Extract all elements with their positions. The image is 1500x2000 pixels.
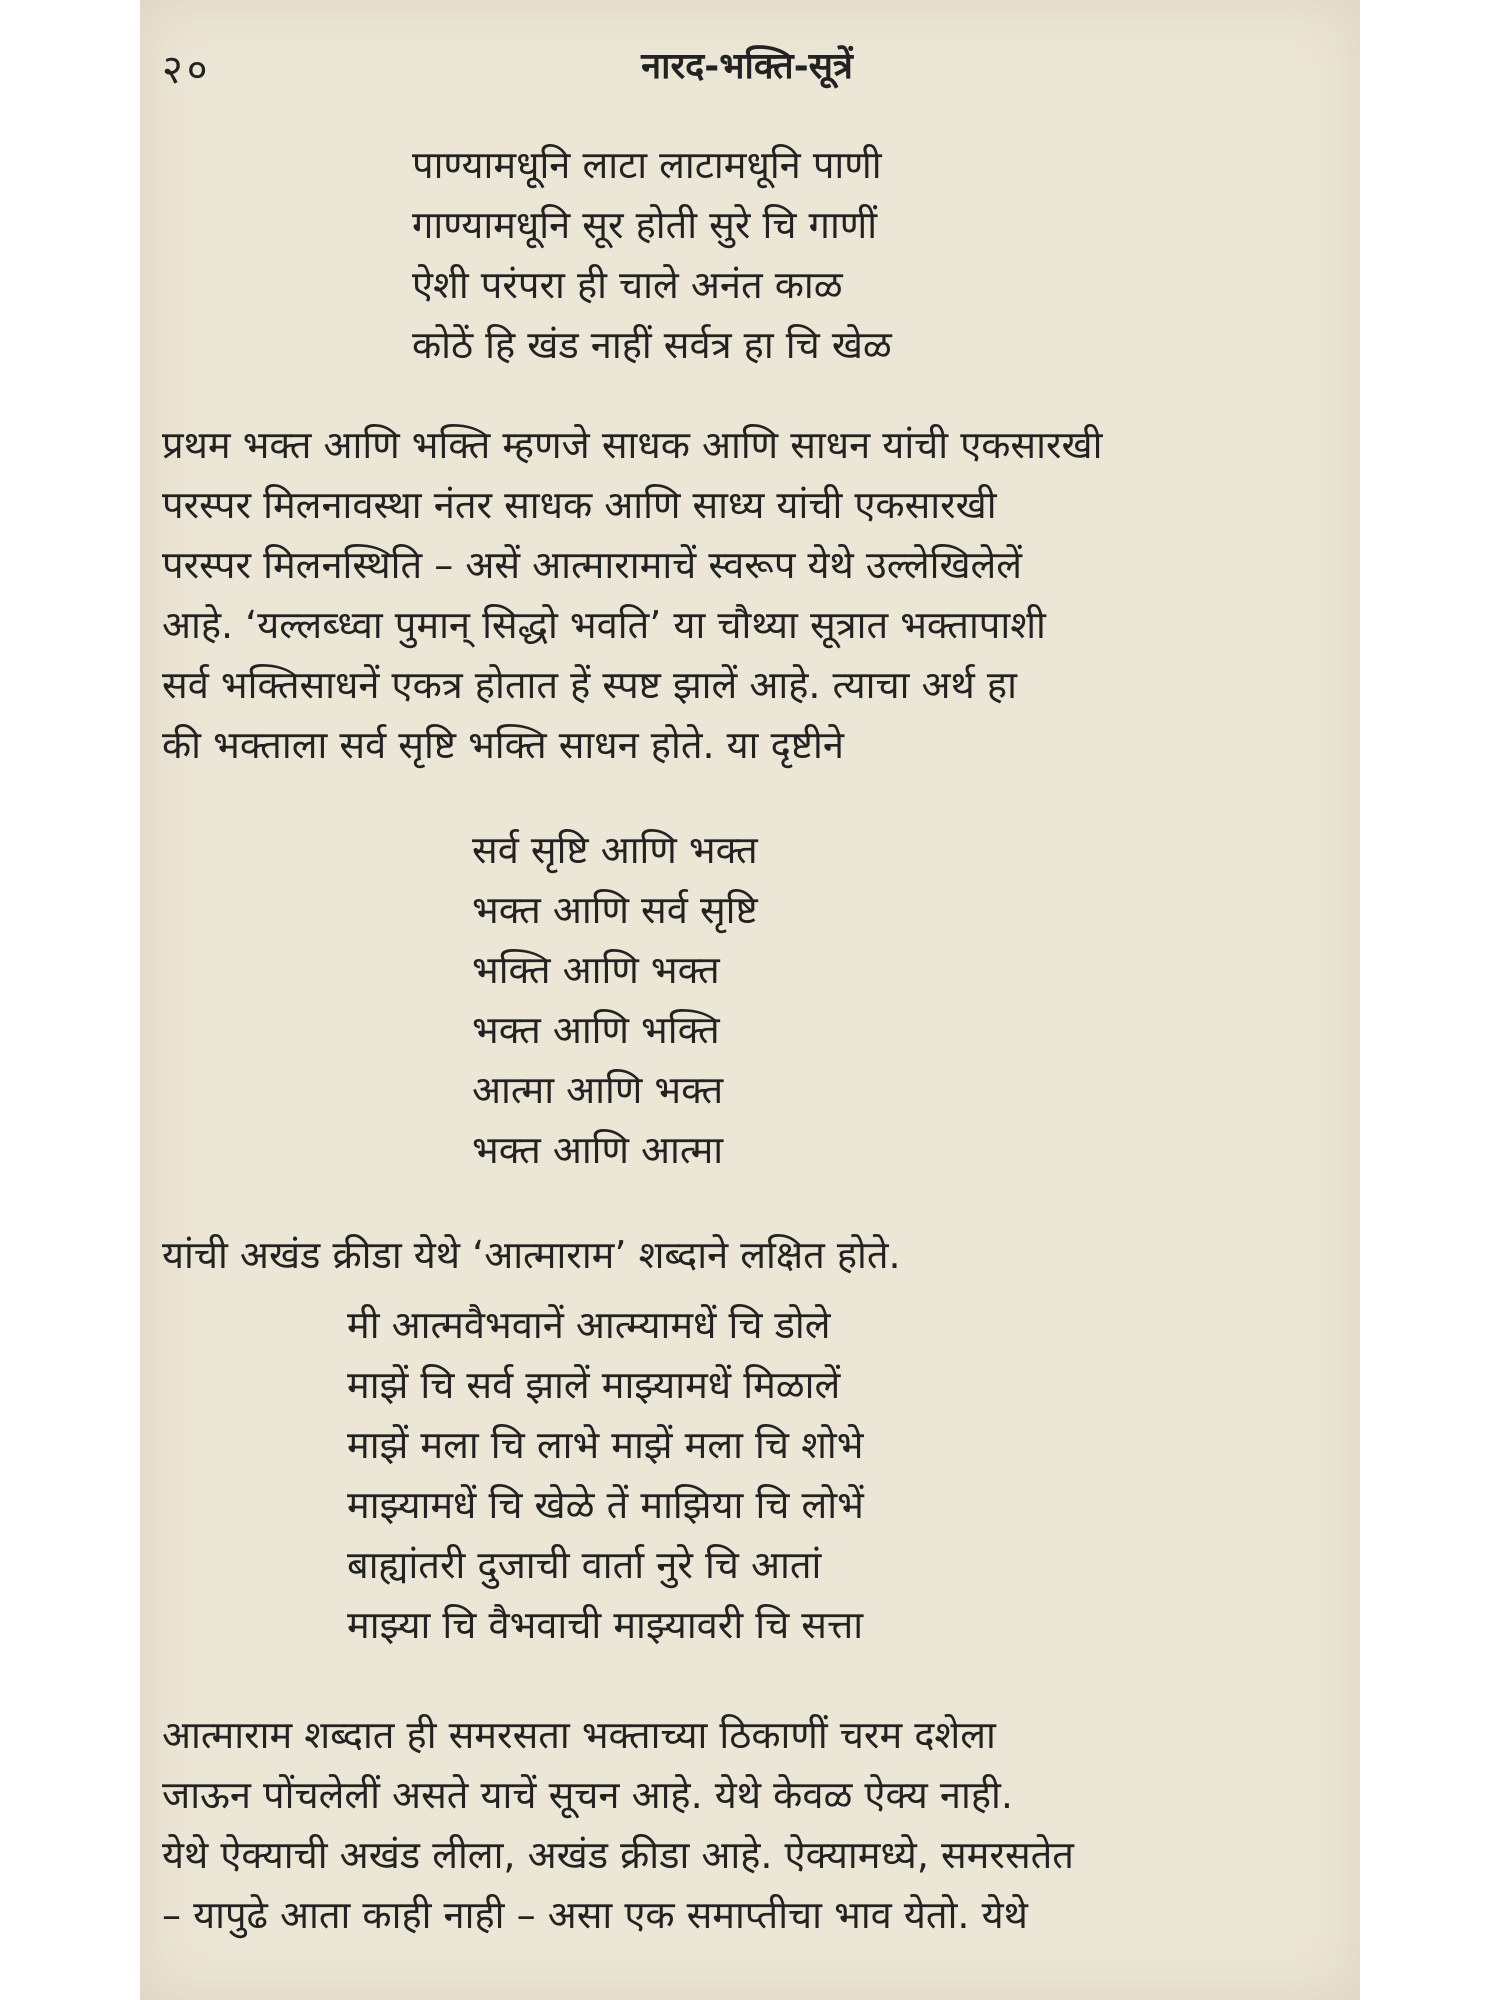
verse-line: माझें चि सर्व झालें माझ्यामधें मिळालें	[347, 1363, 841, 1407]
paragraph-line: परस्पर मिलनावस्था नंतर साधक आणि साध्य यांची एकसारखी	[162, 483, 997, 527]
verse-line: माझ्यामधें चि खेळे तें माझिया चि लोभें	[347, 1483, 864, 1527]
paragraph-line: प्रथम भक्त आणि भक्ति म्हणजे साधक आणि साधन यांची एकसारखी	[162, 423, 1103, 467]
verse-line: बाह्यांतरी दुजाची वार्ता नुरे चि आतां	[347, 1543, 822, 1587]
paragraph-line: येथे ऐक्याची अखंड लीला, अखंड क्रीडा आहे. ऐक्यामध्ये, समरसतेत	[162, 1833, 1074, 1877]
list-item: सर्व सृष्टि आणि भक्त	[472, 828, 758, 872]
paragraph-3	[162, 1705, 1332, 1945]
verse-line: माझें मला चि लाभे माझें मला चि शोभे	[347, 1423, 864, 1467]
paragraph-line: परस्पर मिलनस्थिति – असें आत्मारामाचें स्वरूप येथे उल्लेखिलेलें	[162, 543, 1023, 587]
verse-line: माझ्या चि वैभवाची माझ्यावरी चि सत्ता	[347, 1603, 864, 1647]
paragraph-line: यांची अखंड क्रीडा येथे ‘आत्माराम’ शब्दाने लक्षित होते.	[162, 1233, 901, 1277]
paragraph-line: की भक्ताला सर्व सृष्टि भक्ति साधन होते. या दृष्टीने	[162, 723, 844, 767]
list-item: भक्त आणि भक्ति	[472, 1008, 720, 1052]
list-item: भक्ति आणि भक्त	[472, 948, 720, 992]
list-item: भक्त आणि आत्मा	[472, 1128, 724, 1172]
page-number: २०	[162, 47, 212, 93]
paragraph-line: आत्माराम शब्दात ही समरसता भक्ताच्या ठिकाणीं चरम दशेला	[162, 1713, 996, 1757]
list-item: भक्त आणि सर्व सृष्टि	[472, 888, 758, 932]
verse-line: ऐशी परंपरा ही चाले अनंत काळ	[412, 263, 843, 307]
paragraph-line: जाऊन पोंचलेलीं असते याचें सूचन आहे. येथे केवळ ऐक्य नाही.	[162, 1773, 1013, 1817]
verse-line: मी आत्मवैभवानें आत्म्यामधें चि डोले	[347, 1303, 831, 1347]
paragraph-line: – यापुढे आता काही नाही – असा एक समाप्तीचा भाव येतो. येथे	[162, 1893, 1028, 1937]
list-item: आत्मा आणि भक्त	[472, 1068, 724, 1112]
paragraph-2	[162, 1225, 1332, 1285]
paragraph-1	[162, 415, 1332, 775]
paragraph-line: आहे. ‘यल्लब्ध्वा पुमान् सिद्धो भवति’ या चौथ्या सूत्रात भक्तापाशी	[162, 603, 1046, 647]
page-header	[162, 40, 1332, 100]
verse-line: गाण्यामधूनि सूर होती सुरे चि गाणीं	[412, 203, 878, 247]
verse-2	[162, 1295, 1332, 1655]
verse-line: पाण्यामधूनि लाटा लाटामधूनि पाणी	[412, 143, 882, 187]
verse-1	[162, 135, 1332, 375]
verse-line: कोठें हि खंड नाहीं सर्वत्र हा चि खेळ	[412, 323, 892, 367]
pairs-list	[162, 820, 1332, 1180]
running-title: नारद-भक्ति-सूत्रें	[641, 46, 853, 87]
paragraph-line: सर्व भक्तिसाधनें एकत्र होतात हें स्पष्ट झालें आहे. त्याचा अर्थ हा	[162, 663, 1017, 707]
